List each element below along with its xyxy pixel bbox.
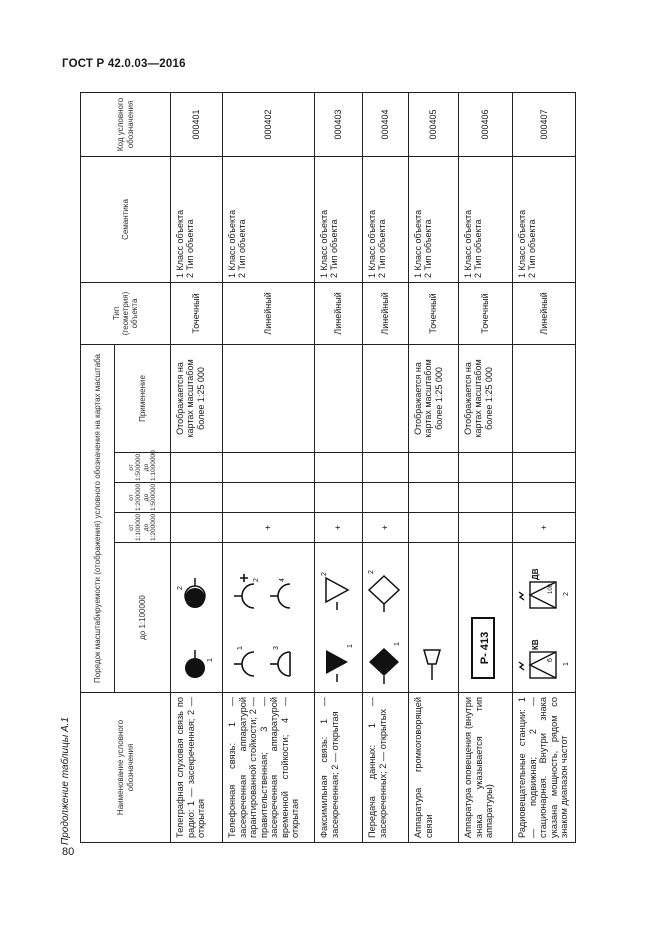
table-row — [315, 92, 363, 842]
table-row — [513, 92, 576, 842]
row-note — [513, 344, 576, 452]
row-name: Факсимильная связь: 1 — засекреченная; 2 — открытая — [315, 693, 363, 843]
row-code: 000407 — [513, 92, 576, 156]
scale-mark-2: + — [363, 513, 409, 543]
scale-mark-3 — [459, 483, 513, 513]
rotated-table-container — [80, 93, 570, 843]
radio-telegraph-symbol — [171, 543, 223, 693]
svg-text:1: 1 — [237, 646, 245, 650]
document-header: ГОСТ Р 42.0.03—2016 — [62, 58, 186, 70]
symbols-table — [80, 92, 576, 843]
col-header-note: Применение — [115, 344, 171, 452]
alert-equipment-label: Р- 413 — [479, 631, 492, 665]
row-semantics: 1 Класс объекта 2 Тип объекта — [409, 156, 459, 282]
row-code: 000405 — [409, 92, 459, 156]
scale-mark-2 — [409, 513, 459, 543]
col-header-type: Тип (геометрия) объекта — [81, 282, 171, 344]
svg-text:ДВ: ДВ — [530, 568, 540, 580]
row-type: Точечный — [171, 282, 223, 344]
row-name: Передача данных: 1 — засекреченных; 2 — открытых — [363, 693, 409, 843]
row-semantics: 1 Класс объекта 2 Тип объекта — [459, 156, 513, 282]
scale-mark-4 — [363, 453, 409, 483]
broadcast-station-symbol — [513, 543, 576, 693]
row-code: 000401 — [171, 92, 223, 156]
scale-mark-2 — [459, 513, 513, 543]
alert-equipment-symbol — [459, 543, 513, 693]
scale-mark-3 — [315, 483, 363, 513]
scale-mark-4 — [171, 453, 223, 483]
scale-mark-2 — [171, 513, 223, 543]
loudspeaker-symbol — [409, 543, 459, 693]
svg-text:2: 2 — [177, 586, 185, 590]
row-type: Точечный — [459, 282, 513, 344]
table-row — [363, 92, 409, 842]
row-note: Отображается на картах масштабом более 1:25 000 — [171, 344, 223, 452]
svg-text:1: 1 — [562, 662, 570, 666]
col-header-scale-4: от 1:500000 до 1:1000000 — [115, 453, 171, 483]
telephone-symbol — [223, 543, 315, 693]
col-header-scale-3: от 1:200000 до 1:500000 — [115, 483, 171, 513]
scale-mark-4 — [315, 453, 363, 483]
table-row — [409, 92, 459, 842]
row-note — [363, 344, 409, 452]
row-semantics: 1 Класс объекта 2 Тип объекта — [223, 156, 315, 282]
row-note: Отображается на картах масштабом более 1:25 000 — [409, 344, 459, 452]
table-caption: Продолжение таблицы А.1 — [60, 717, 71, 845]
svg-text:2: 2 — [321, 572, 329, 576]
scale-mark-3 — [223, 483, 315, 513]
row-type: Линейный — [315, 282, 363, 344]
row-name: Телеграфная слуховая связь по радио: 1 — засекреченная; 2 — открытая — [171, 693, 223, 843]
scale-mark-4 — [409, 453, 459, 483]
table-row — [223, 92, 315, 842]
scale-mark-3 — [409, 483, 459, 513]
scale-mark-2: + — [315, 513, 363, 543]
row-code: 000404 — [363, 92, 409, 156]
row-semantics: 1 Класс объекта 2 Тип объекта — [171, 156, 223, 282]
scale-mark-2: + — [513, 513, 576, 543]
row-name: Телефонная связь: 1 — засекреченная аппаратурой гарантированной стойкости; 2 — правительственная; 3 — засекреченная аппаратурой временной стойкости; 4 — открытая — [223, 693, 315, 843]
scale-mark-3 — [171, 483, 223, 513]
col-header-semantics: Семантика — [81, 156, 171, 282]
svg-text:3: 3 — [273, 646, 281, 650]
svg-text:1: 1 — [394, 642, 402, 646]
row-semantics: 1 Класс объекта 2 Тип объекта — [315, 156, 363, 282]
row-note — [223, 344, 315, 452]
col-header-code: Код условного обозначения — [81, 92, 171, 156]
svg-text:1: 1 — [347, 644, 355, 648]
svg-text:100: 100 — [547, 583, 554, 594]
page-number: 80 — [62, 846, 75, 858]
row-type: Линейный — [513, 282, 576, 344]
row-code: 000403 — [315, 92, 363, 156]
scale-mark-4 — [459, 453, 513, 483]
svg-text:2: 2 — [368, 570, 376, 574]
row-name: Аппаратура громкоговорящей связи — [409, 693, 459, 843]
col-header-scale-2: от 1:100000 до 1:200000 — [115, 513, 171, 543]
table-row — [171, 92, 223, 842]
svg-text:6: 6 — [546, 658, 554, 662]
svg-text:4: 4 — [279, 578, 287, 582]
row-note — [315, 344, 363, 452]
col-header-scalability: Порядок масштабируемости (отображения) условного обозначения на картах масштаба — [81, 344, 115, 692]
row-name: Радиовещательные станции: 1 — подвижная; 2 — стационарная. Внутри знака указана мощность, рядом со знаком диапазон частот — [513, 693, 576, 843]
svg-text:2: 2 — [562, 592, 570, 596]
col-header-scale-1: до 1:100000 — [115, 543, 171, 693]
scale-mark-3 — [513, 483, 576, 513]
row-code: 000402 — [223, 92, 315, 156]
svg-text:КВ: КВ — [530, 639, 540, 650]
row-name: Аппаратура оповещения (внутри знака указывается тип аппаратуры) — [459, 693, 513, 843]
svg-text:1: 1 — [207, 658, 215, 662]
scale-mark-2: + — [223, 513, 315, 543]
fax-symbol — [315, 543, 363, 693]
row-semantics: 1 Класс объекта 2 Тип объекта — [513, 156, 576, 282]
row-code: 000406 — [459, 92, 513, 156]
row-note: Отображается на картах масштабом более 1:25 000 — [459, 344, 513, 452]
table-row — [459, 92, 513, 842]
col-header-name: Наименование условного обозначения — [81, 693, 171, 843]
row-semantics: 1 Класс объекта 2 Тип объекта — [363, 156, 409, 282]
row-type: Линейный — [363, 282, 409, 344]
data-transfer-symbol — [363, 543, 409, 693]
scale-mark-4 — [223, 453, 315, 483]
scale-mark-4 — [513, 453, 576, 483]
scale-mark-3 — [363, 483, 409, 513]
row-type: Точечный — [409, 282, 459, 344]
row-type: Линейный — [223, 282, 315, 344]
svg-text:2: 2 — [253, 578, 261, 582]
